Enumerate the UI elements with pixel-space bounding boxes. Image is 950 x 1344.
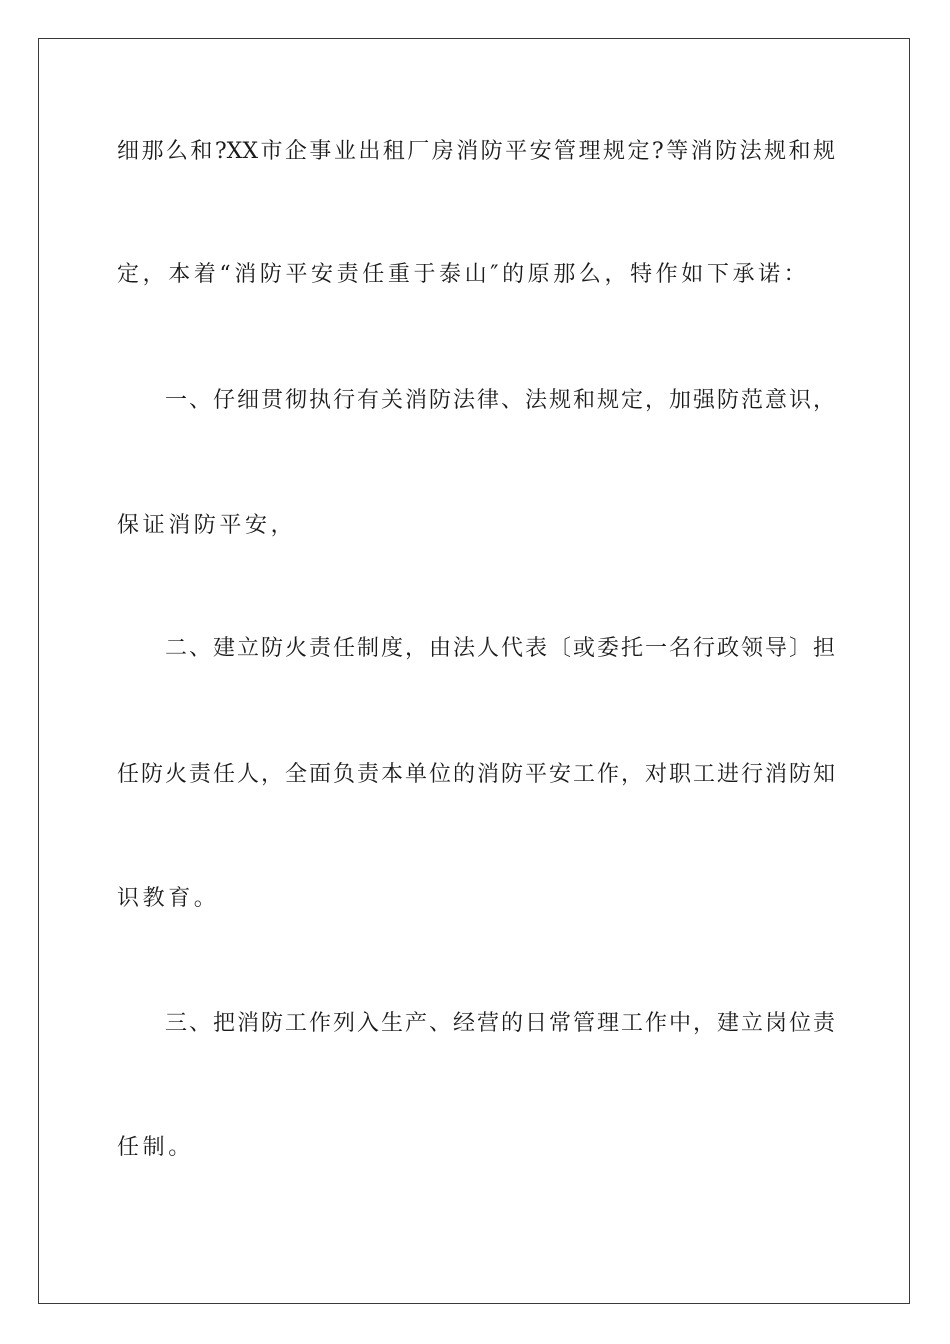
clause-1-line-1: 一、仔细贯彻执行有关消防法律、法规和规定，加强防范意识， [165,388,835,413]
body-line-1: 细那么和?XX市企事业出租厂房消防平安管理规定?等消防法规和规 [117,139,835,164]
clause-1-line-2: 保证消防平安， [117,513,297,538]
clause-3-line-1: 三、把消防工作列入生产、经营的日常管理工作中，建立岗位责 [165,1011,835,1036]
body-line-2: 定，本着“消防平安责任重于泰山″的原那么，特作如下承诺： [117,262,810,287]
clause-2-line-2: 任防火责任人，全面负责本单位的消防平安工作，对职工进行消防知 [117,762,835,787]
clause-2-line-1: 二、建立防火责任制度，由法人代表〔或委托一名行政领导〕担 [165,636,835,661]
clause-2-line-3: 识教育。 [117,886,220,911]
page-border [38,38,910,1304]
clause-3-line-2: 任制。 [117,1135,194,1160]
